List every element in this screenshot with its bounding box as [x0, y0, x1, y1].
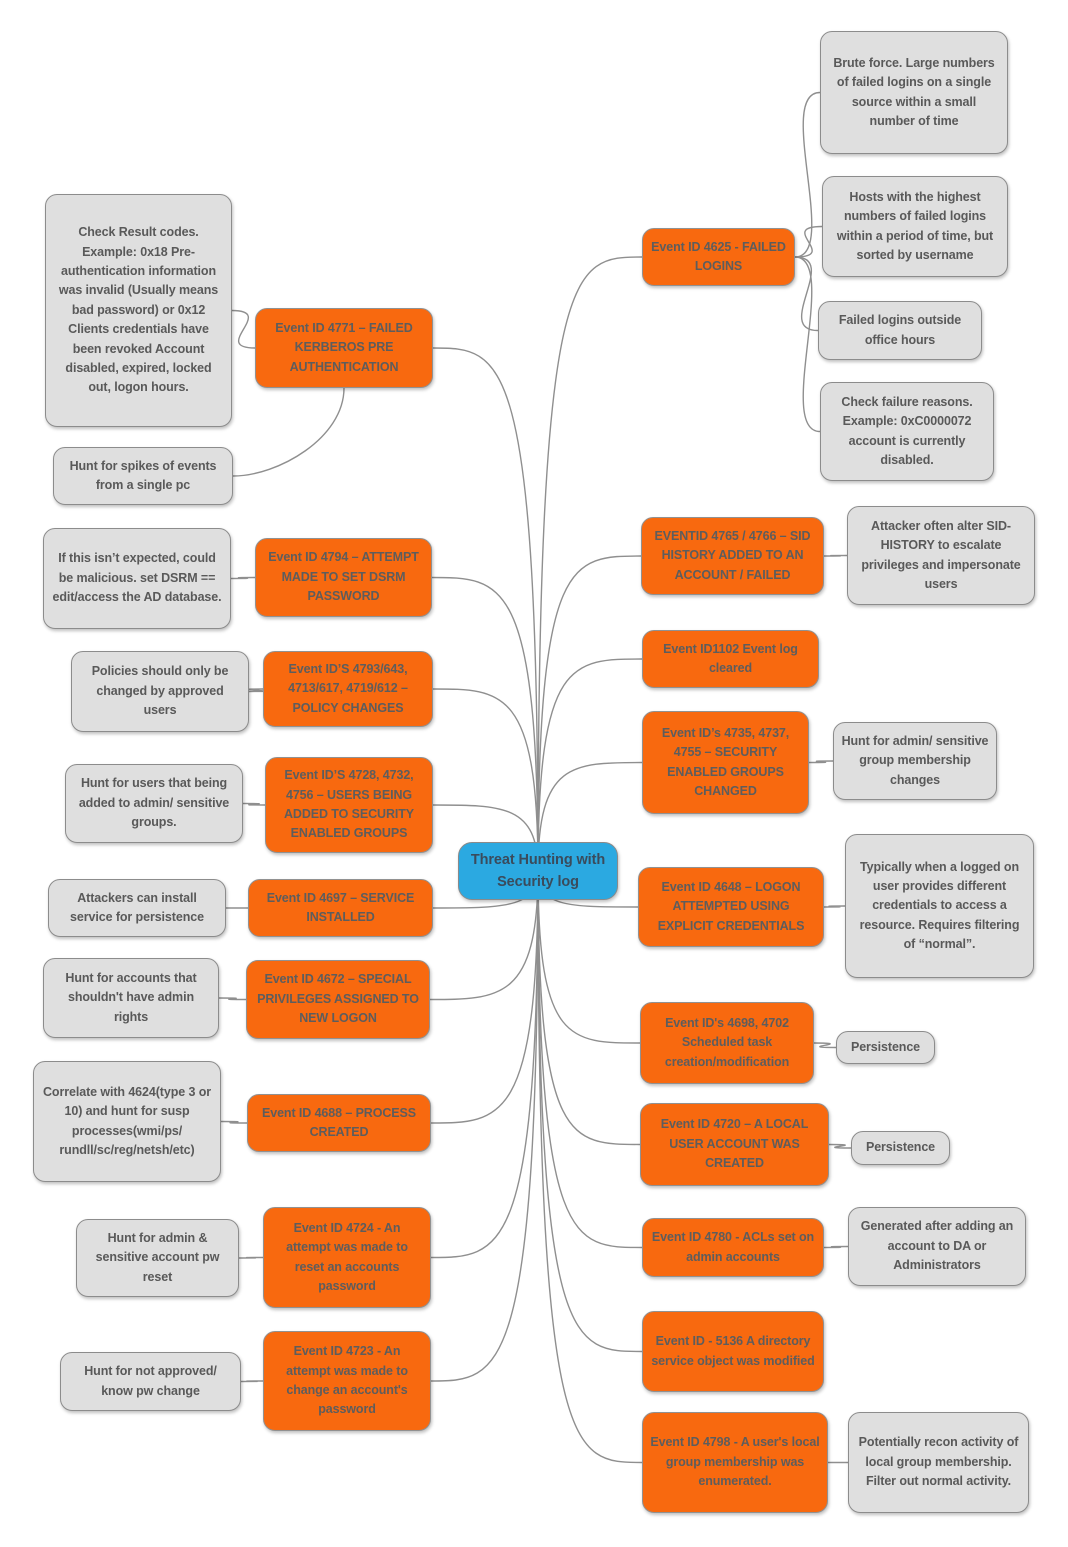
topic-security-enabled-groups-changed[interactable] [642, 711, 809, 814]
node-label: Event ID 4771 – FAILED KERBEROS PRE AUTHENTICATION [275, 320, 413, 374]
node-label: Typically when a logged on user provides different credentials to access a resource. Requires filtering of “normal”. [859, 859, 1020, 952]
edge-e4698-n-persist1 [814, 1043, 836, 1048]
node-label: Hunt for admin & sensitive account pw reset [95, 1230, 220, 1284]
edge-e4625-n-outside [795, 257, 818, 331]
edge-e4625-n-brute [795, 93, 820, 258]
topic-event-4625-failed-logins[interactable] [642, 228, 795, 286]
node-label: Event ID's 4698, 4702 Scheduled task creation/modification [664, 1015, 790, 1069]
edge-e4672-n-admin-rights [219, 998, 246, 1000]
note-check-failure-reasons[interactable] [820, 382, 994, 481]
node-label: Hunt for spikes of events from a single pc [69, 458, 217, 492]
edge-center-e4798 [538, 871, 642, 1463]
note-attackers-install-service[interactable] [48, 879, 226, 937]
node-label: Event ID 4648 – LOGON ATTEMPTED USING EXPLICIT CREDENTIALS [657, 879, 805, 933]
node-label: Check failure reasons. Example: 0xC0000072 account is currently disabled. [841, 394, 973, 467]
topic-event-4771-failed-kerberos-preauth[interactable] [255, 308, 433, 388]
edge-center-e4780 [538, 871, 642, 1248]
node-label: Threat Hunting with Security log [470, 851, 606, 890]
edge-center-e4724 [431, 871, 538, 1258]
node-label: Policies should only be changed by approved users [91, 664, 229, 718]
edge-e4735-n-membership [809, 761, 833, 763]
edge-e4720-n-persist2 [829, 1145, 851, 1149]
node-label: Hosts with the highest numbers of failed logins within a period of time, but sorted by username [836, 189, 994, 262]
edge-center-e5136 [538, 871, 642, 1352]
note-hunt-admin-pw-reset[interactable] [76, 1219, 239, 1297]
node-label: Persistence [865, 1140, 936, 1155]
note-generated-after-adding-to-da[interactable] [848, 1207, 1026, 1286]
note-hunt-spikes-single-pc[interactable] [53, 447, 233, 505]
node-label: Event ID 4625 - FAILED LOGINS [651, 239, 786, 273]
note-persistence-local-account[interactable] [851, 1131, 950, 1165]
node-label: Event ID 4798 - A user's local group membership was enumerated. [650, 1435, 820, 1489]
edge-center-e4625 [538, 257, 642, 871]
edge-e4625-n-failure [795, 257, 820, 432]
node-label: Generated after adding an account to DA or Administrators [860, 1219, 1014, 1273]
topic-event-4697-service-installed[interactable] [248, 879, 433, 937]
edge-e4793-n-policies [248, 689, 264, 692]
note-hunt-not-approved-pw-change[interactable] [60, 1352, 241, 1411]
note-logged-on-user-different-credentials[interactable] [845, 834, 1034, 978]
note-hosts-highest-failed-logins[interactable] [822, 176, 1008, 277]
topic-event-4798-group-membership-enumerated[interactable] [642, 1412, 828, 1513]
edge-center-e4765 [538, 556, 641, 871]
topic-users-added-to-security-groups[interactable] [265, 757, 433, 853]
node-label: Hunt for accounts that shouldn't have admin rights [65, 970, 197, 1024]
edge-e4780-n-generated [824, 1247, 848, 1248]
node-label: Event ID 4724 - An attempt was made to reset an accounts password [286, 1220, 408, 1293]
node-label: Event ID 4794 – ATTEMPT MADE TO SET DSRM PASSWORD [268, 550, 419, 604]
note-hunt-users-added-admin-groups[interactable] [65, 764, 243, 843]
note-hunt-group-membership-changes[interactable] [833, 722, 997, 800]
node-label: Check Result codes. Example: 0x18 Pre-authentication information was invalid (Usually means bad password) or 0x12 Clients credentials have been revoked Account disabled, expired, locked out, logon hours. [58, 225, 219, 395]
node-label: Event ID 4720 – A LOCAL USER ACCOUNT WAS CREATED [660, 1117, 809, 1171]
edge-e4688-n-correlate [221, 1122, 247, 1124]
node-label: Event ID1102 Event log cleared [663, 641, 798, 675]
topic-policy-changes[interactable] [263, 651, 433, 727]
topic-event-4688-process-created[interactable] [247, 1094, 431, 1152]
note-attacker-alter-sid-history[interactable] [847, 506, 1035, 605]
node-label: Event ID 4688 – PROCESS CREATED [261, 1105, 417, 1139]
node-label: Hunt for admin/ sensitive group membership changes [841, 733, 989, 787]
topic-event-5136-ds-object-modified[interactable] [642, 1311, 824, 1392]
note-policies-approved-users[interactable] [71, 651, 249, 732]
node-label: Potentially recon activity of local group membership. Filter out normal activity. [858, 1435, 1019, 1489]
topic-event-4720-local-user-created[interactable] [640, 1103, 829, 1186]
topic-event-4780-acls-admin-accounts[interactable] [642, 1218, 824, 1277]
note-hunt-accounts-admin-rights[interactable] [43, 958, 219, 1038]
topic-event-4724-password-reset-attempt[interactable] [263, 1207, 431, 1308]
edge-center-e4688 [431, 871, 538, 1123]
topic-event-4794-dsrm-password[interactable] [255, 538, 432, 617]
node-label: Persistence [850, 1039, 921, 1054]
edge-center-e4720 [538, 871, 640, 1145]
note-persistence-scheduled-task[interactable] [836, 1031, 935, 1064]
edge-e4724-n-pw-reset [239, 1258, 263, 1259]
edge-e4771-n-check-result [232, 311, 255, 349]
note-potentially-recon-activity[interactable] [848, 1412, 1029, 1513]
edge-center-e1102 [538, 659, 642, 871]
node-label: Hunt for users that being added to admin/ sensitive groups. [78, 776, 230, 830]
note-dsrm-could-be-malicious[interactable] [43, 528, 231, 629]
note-brute-force-failed-logins[interactable] [820, 31, 1008, 154]
topic-event-1102-log-cleared[interactable] [642, 630, 819, 688]
edge-e4728-n-hunt-users [243, 804, 265, 806]
edge-e4771-n-spikes [233, 388, 344, 476]
node-label: Event ID’s 4735, 4737, 4755 – SECURITY ENABLED GROUPS CHANGED [661, 725, 790, 798]
node-label: Failed logins outside office hours [838, 313, 962, 347]
node-label: Attacker often alter SID-HISTORY to escalate privileges and impersonate users [861, 518, 1021, 591]
node-label: Event ID - 5136 A directory service object was modified [651, 1334, 815, 1368]
node-label: Event ID’S 4728, 4732, 4756 – USERS BEING ADDED TO SECURITY ENABLED GROUPS [283, 768, 415, 841]
node-label: Attackers can install service for persistence [70, 890, 204, 924]
topic-event-4723-password-change-attempt[interactable] [263, 1331, 431, 1431]
note-check-result-codes[interactable] [45, 194, 232, 427]
topic-event-4648-explicit-credentials[interactable] [638, 867, 824, 947]
node-label: Correlate with 4624(type 3 or 10) and hunt for susp processes(wmi/ps/ rundll/sc/reg/netsh/etc) [43, 1084, 211, 1157]
node-label: If this isn’t expected, could be malicious. set DSRM == edit/access the AD database. [52, 551, 222, 605]
node-label: Hunt for not approved/ know pw change [84, 1364, 217, 1398]
node-label: Event ID 4723 - An attempt was made to change an account's password [286, 1344, 408, 1417]
topic-event-4672-special-privileges[interactable] [246, 960, 430, 1039]
note-failed-logins-outside-hours[interactable] [818, 301, 982, 360]
node-label: EVENTID 4765 / 4766 – SID HISTORY ADDED TO AN ACCOUNT / FAILED [654, 528, 811, 582]
edge-center-e4771 [433, 348, 538, 871]
topic-sid-history-added[interactable] [641, 517, 824, 595]
edge-e4625-n-hosts [795, 227, 822, 258]
node-label: Brute force. Large numbers of failed logins on a single source within a small number of time [833, 55, 995, 128]
edge-center-e4723 [431, 871, 538, 1381]
note-correlate-4624-susp-processes[interactable] [33, 1061, 221, 1182]
node-label: Event ID’S 4793/643, 4713/617, 4719/612 – POLICY CHANGES [288, 661, 408, 715]
edge-e4794-n-dsrm [231, 578, 255, 579]
edge-e4723-n-pw-change [241, 1381, 263, 1382]
central-topic-threat-hunting[interactable] [458, 842, 618, 900]
topic-scheduled-task-creation[interactable] [640, 1002, 814, 1084]
node-label: Event ID 4780 - ACLs set on admin accounts [651, 1230, 815, 1264]
node-label: Event ID 4697 – SERVICE INSTALLED [266, 890, 415, 924]
edge-center-e4794 [432, 578, 538, 872]
edge-e4648-n-typically [824, 906, 845, 907]
node-label: Event ID 4672 – SPECIAL PRIVILEGES ASSIGNED TO NEW LOGON [257, 972, 419, 1026]
edge-e4765-n-sid [824, 556, 847, 557]
